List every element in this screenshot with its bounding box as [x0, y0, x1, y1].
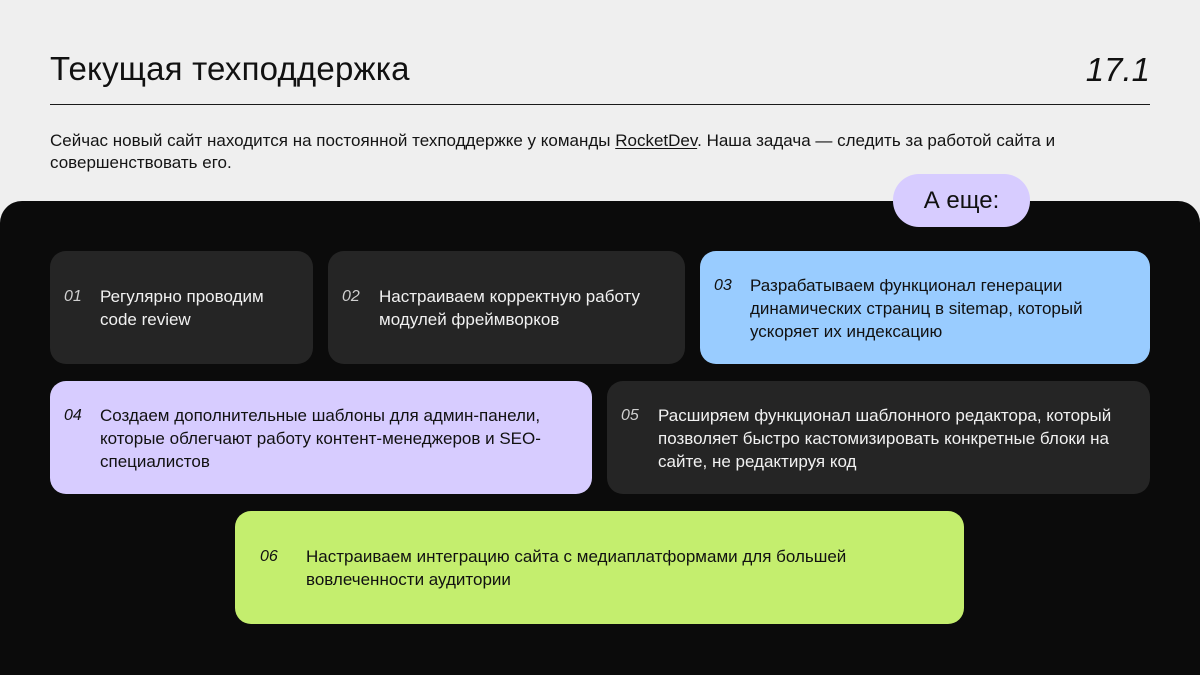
intro-text-start: Сейчас новый сайт находится на постоянной техподдержке у команды	[50, 131, 616, 150]
title-divider	[50, 104, 1150, 105]
card-text: Разрабатываем функционал генерации динамических страниц в sitemap, который ускоряет их индексацию	[750, 276, 1083, 341]
card-number: 05	[621, 407, 639, 424]
rocketdev-link[interactable]: RocketDev	[615, 131, 698, 150]
card-04	[50, 381, 592, 494]
slide-number: 17.1	[1085, 51, 1150, 88]
card-03	[700, 251, 1150, 364]
card-text: Регулярно проводим code review	[100, 287, 264, 329]
also-badge: А еще:	[893, 174, 1030, 227]
card-02	[328, 251, 685, 364]
card-number: 01	[64, 288, 82, 305]
card-text: Настраиваем интеграцию сайта с медиаплатформами для большей вовлеченности аудитории	[306, 547, 847, 589]
card-number: 04	[64, 407, 82, 424]
intro-text-end: . Наша задача — следить за работой сайта и совершенствовать его.	[50, 131, 1056, 172]
card-text: Создаем дополнительные шаблоны для админ-панели, которые облегчают работу контент-менеджеров и SEO-специалистов	[100, 406, 541, 471]
card-number: 02	[342, 288, 360, 305]
card-text: Расширяем функционал шаблонного редактора, который позволяет быстро кастомизировать конкретные блоки на сайте, не редактируя код	[658, 406, 1112, 471]
card-number: 03	[714, 277, 732, 294]
card-01	[50, 251, 313, 364]
card-text: Настраиваем корректную работу модулей фреймворков	[379, 287, 641, 329]
page-title: Текущая техподдержка	[50, 50, 410, 87]
card-06	[235, 511, 964, 624]
card-number: 06	[260, 548, 278, 565]
intro-paragraph	[50, 130, 1150, 174]
card-05	[607, 381, 1150, 494]
